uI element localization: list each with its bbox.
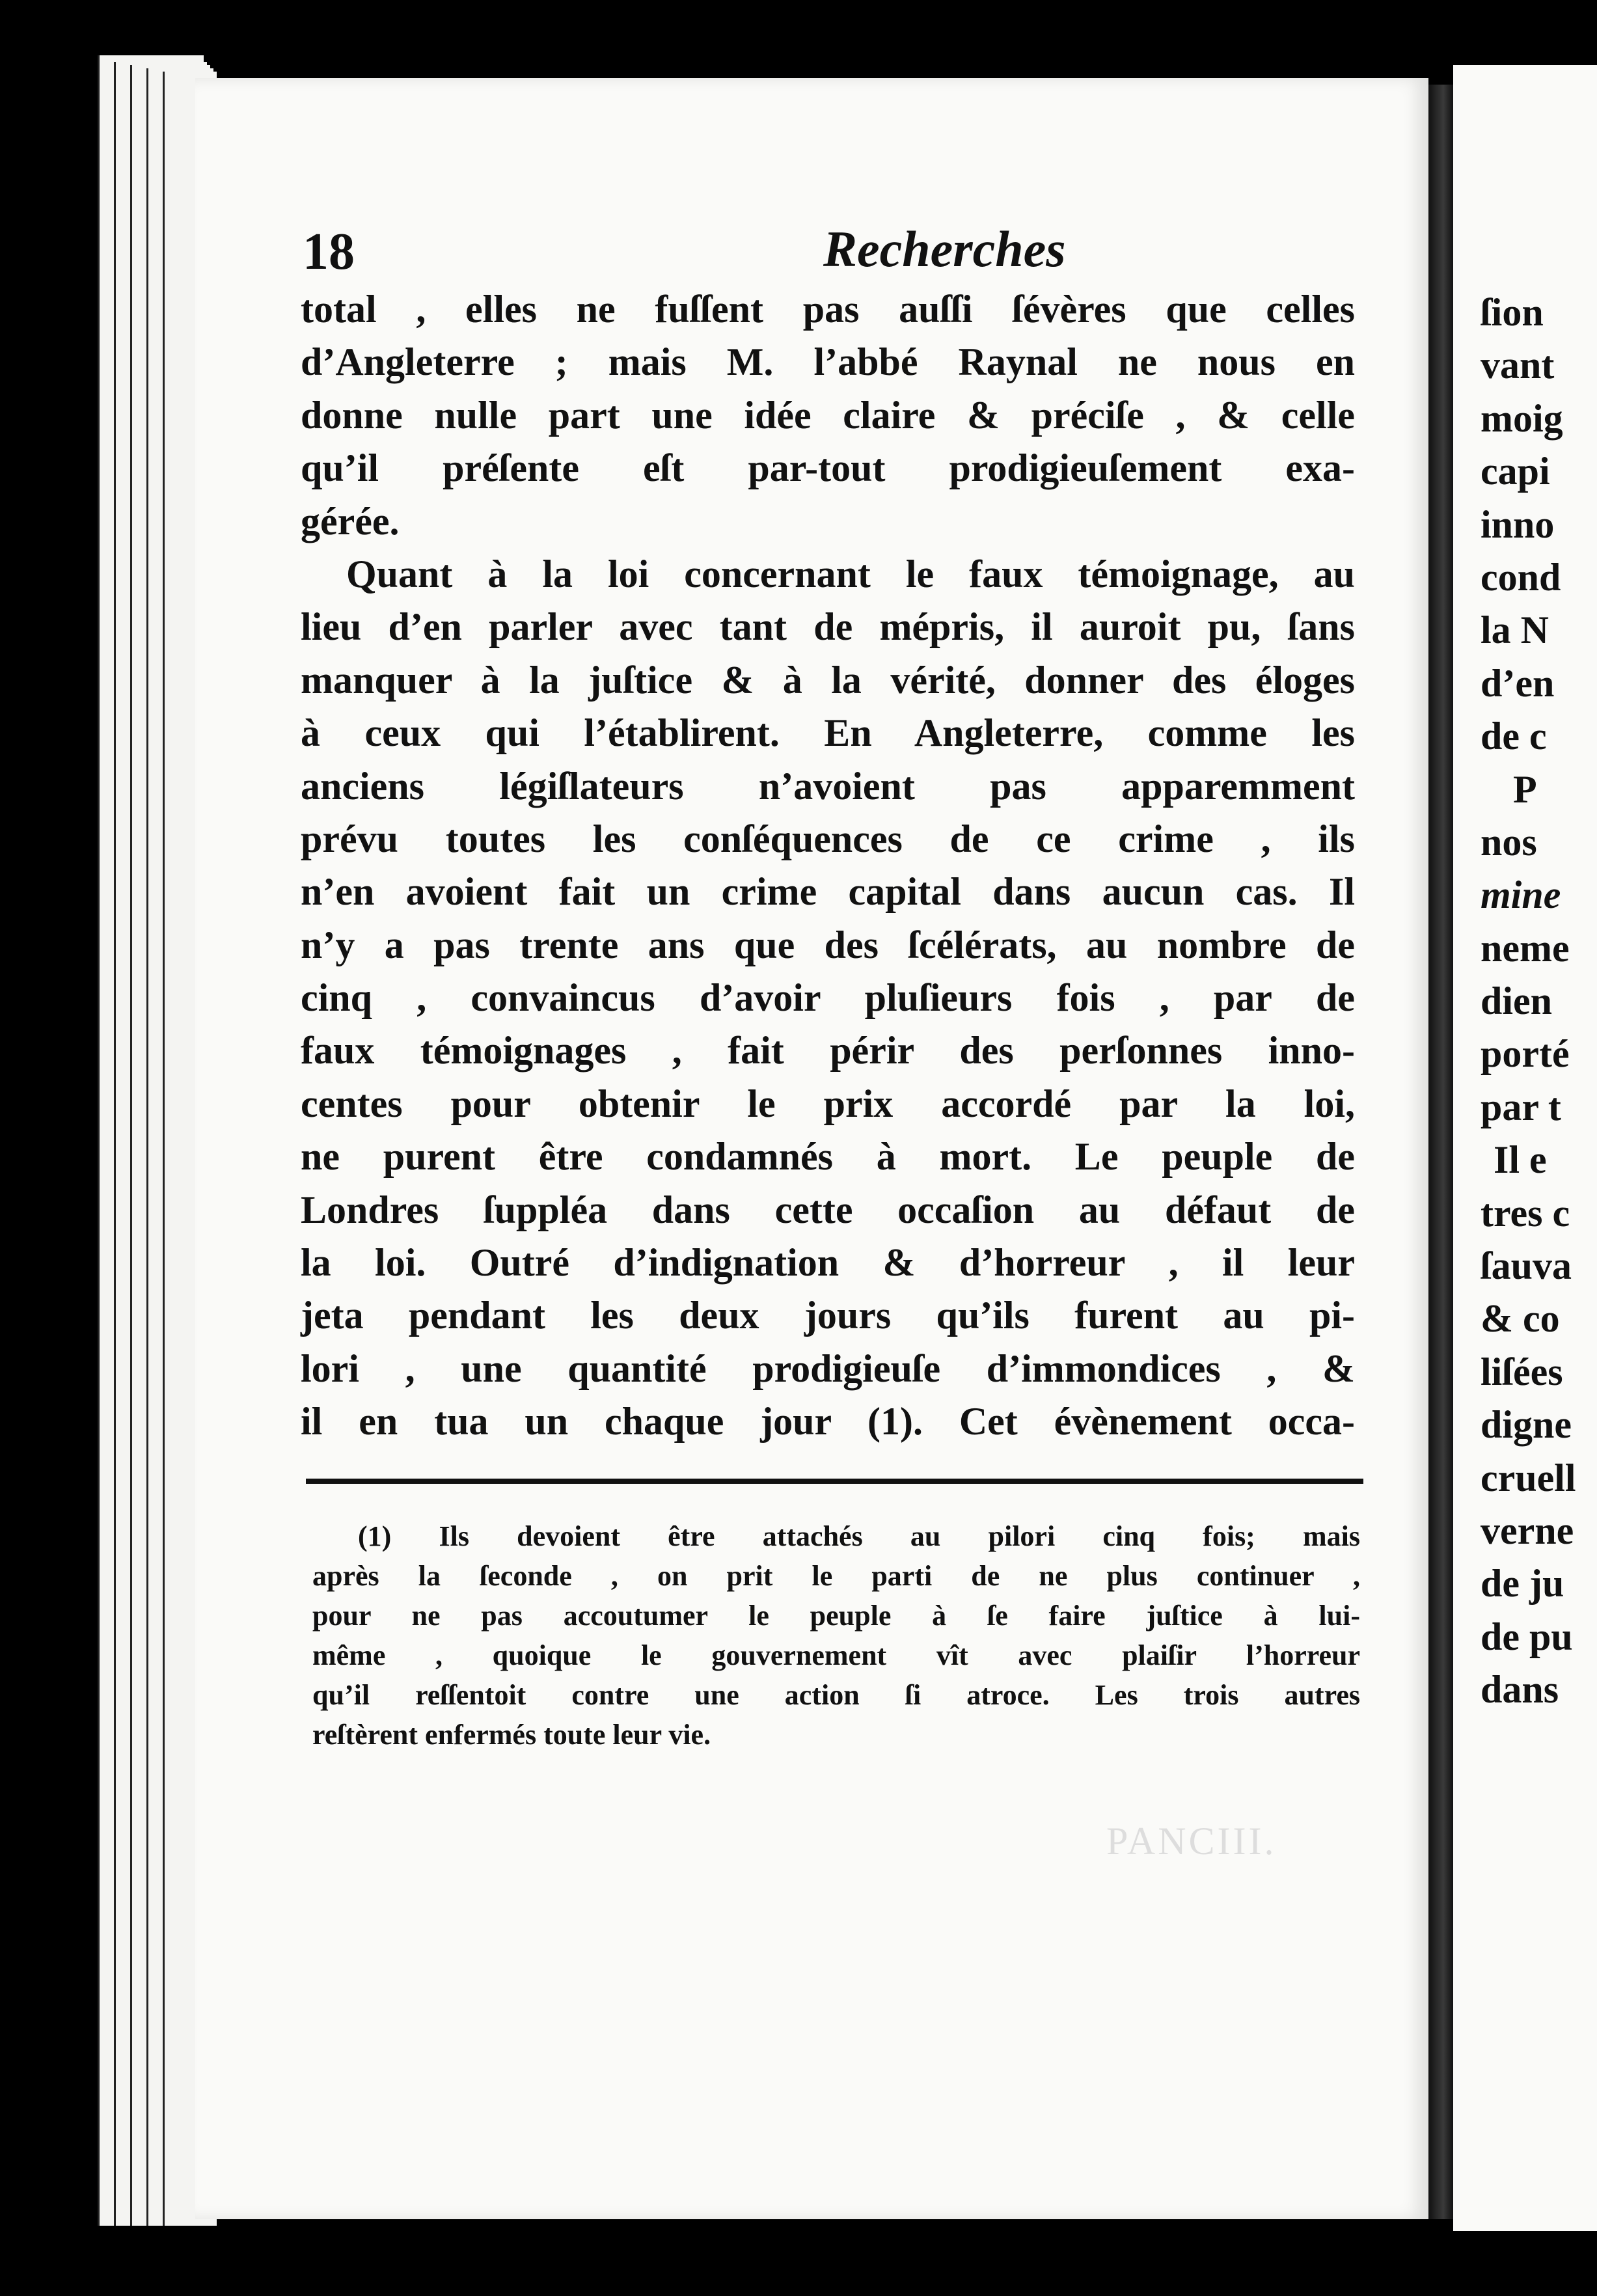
text-line: lori , une quantité prodigieuſe d’immondices , & [301,1346,1355,1390]
text-line: d’Angleterre ; mais M. l’abbé Raynal ne nous en [301,340,1355,384]
footnote-line: qu’il reſſentoit contre une action ſi atroce. Les trois autres [312,1679,1360,1711]
text-line: donne nulle part une idée claire & préciſe , & celle [301,393,1355,437]
facing-text-line: ſion [1481,291,1544,334]
text-line: il en tua un chaque jour (1). Cet évènement occa- [301,1400,1355,1443]
text-line: total , elles ne fuſſent pas auſſi ſévères que celles [301,288,1355,331]
footnote-line: après la ſeconde , on prit le parti de ne plus continuer , [312,1560,1360,1592]
facing-text-line: tres c [1481,1191,1570,1235]
facing-text-line: d’en [1481,661,1555,705]
text-line: cinq , convaincus d’avoir pluſieurs fois , par de [301,976,1355,1020]
text-line: centes pour obtenir le prix accordé par la loi, [301,1082,1355,1125]
page-header [303,223,1370,288]
facing-text-line: mine [1481,873,1561,917]
facing-text-line: dans [1481,1668,1559,1712]
facing-text-line: verne [1481,1509,1574,1552]
text-line: lieu d’en parler avec tant de mépris, il auroit pu, ſans [301,605,1355,649]
footnote-line: (1) Ils devoient être attachés au pilori cinq fois; mais [358,1520,1360,1552]
text-line: anciens légiſlateurs n’avoient pas apparemment [301,764,1355,808]
facing-text-line: digne [1481,1403,1572,1447]
text-line: Quant à la loi concernant le faux témoignage, au [346,552,1355,595]
facing-text-line: porté [1481,1032,1570,1076]
facing-text-line: liſées [1481,1350,1563,1393]
facing-text-line: inno [1481,502,1555,546]
facing-text-line: par t [1481,1085,1561,1128]
text-line: n’y a pas trente ans que des ſcélérats, au nombre de [301,923,1355,966]
main-text [301,283,1355,1449]
facing-text-line: neme [1481,926,1570,970]
text-line: prévu toutes les conſéquences de ce crime , ils [301,817,1355,860]
text-line: n’en avoient fait un crime capital dans aucun cas. Il [301,870,1355,914]
facing-text-line: ſauva [1481,1244,1572,1288]
footnote-rule [306,1479,1363,1484]
text-line: à ceux qui l’établirent. En Angleterre, comme les [301,711,1355,755]
facing-text-line: de c [1481,715,1547,758]
facing-page-text [1481,286,1597,1717]
text-line: Londres ſuppléa dans cette occaſion au défaut de [301,1188,1355,1231]
footnote [312,1516,1360,1755]
book-gutter [1428,85,1453,2219]
facing-text-line: moig [1481,396,1563,440]
text-line: qu’il préſente eſt par-tout prodigieuſement exa- [301,446,1355,490]
facing-text-line: la N [1481,608,1549,652]
facing-text-line: de pu [1481,1615,1573,1658]
text-line: faux témoignages , fait périr des perſonnes inno- [301,1029,1355,1073]
facing-text-line: dien [1481,979,1553,1023]
text-line: ne purent être condamnés à mort. Le peuple de [301,1135,1355,1179]
text-line: manquer à la juſtice & à la vérité, donner des éloges [301,658,1355,702]
facing-text-line: & co [1481,1297,1560,1341]
facing-text-line: Il e [1494,1138,1547,1182]
footnote-line: reſtèrent enfermés toute leur vie. [312,1719,711,1751]
footnote-line: pour ne pas accoutumer le peuple à ſe faire juſtice à lui- [312,1600,1360,1632]
text-line: jeta pendant les deux jours qu’ils furent au pi- [301,1294,1355,1337]
facing-text-line: nos [1481,820,1537,864]
facing-text-line: cruell [1481,1456,1576,1499]
facing-text-line: capi [1481,450,1550,493]
facing-text-line: cond [1481,555,1561,599]
bleed-through-text: PANCIII. [1106,1820,1277,1863]
text-line: gérée. [301,499,400,543]
facing-text-line: vant [1481,344,1555,387]
facing-text-line: de ju [1481,1562,1564,1606]
text-line: la loi. Outré d’indignation & d’horreur , il leur [301,1241,1355,1285]
page-number: 18 [303,223,355,280]
facing-text-line: P [1513,767,1537,811]
footnote-line: même , quoique le gouvernement vît avec plaiſir l’horreur [312,1639,1360,1671]
running-head: Recherches [823,221,1066,277]
